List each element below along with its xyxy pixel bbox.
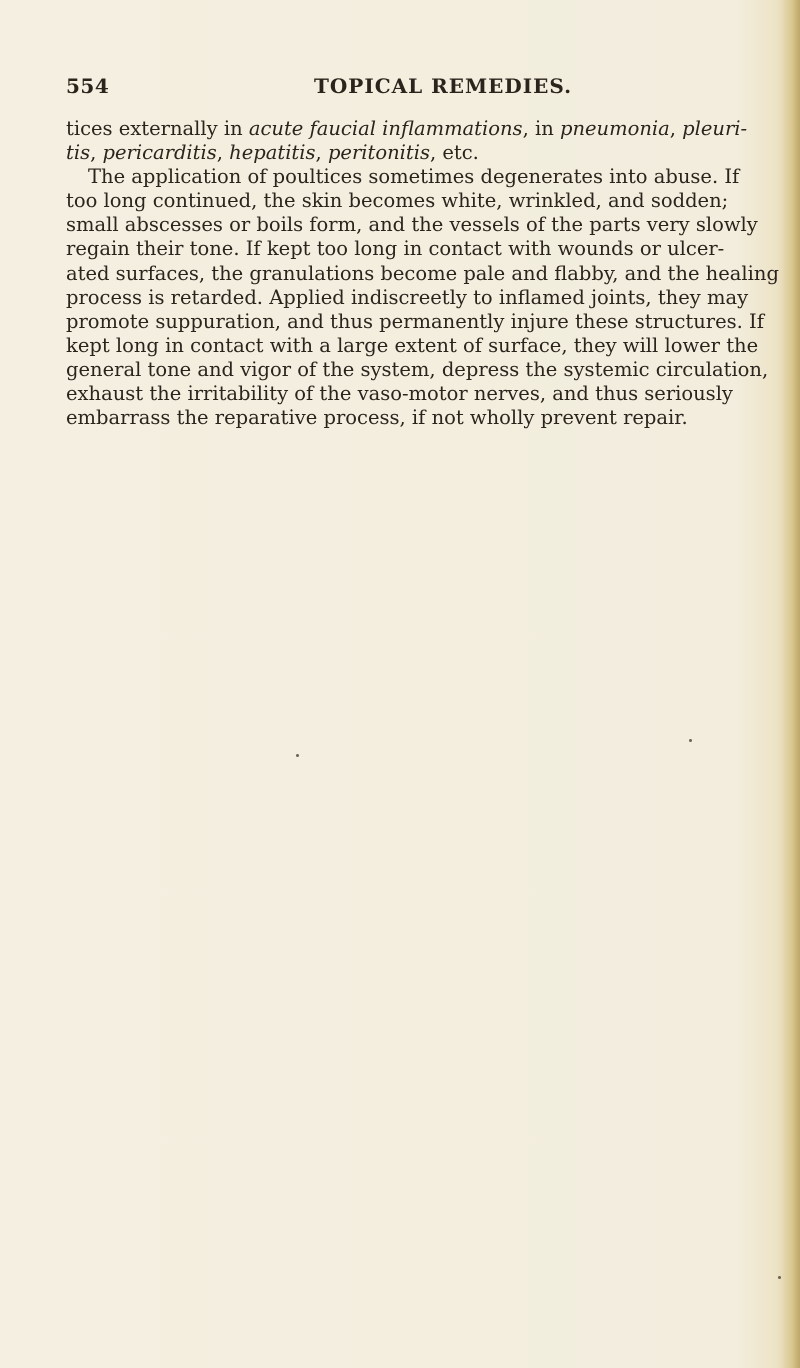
text-run: , in xyxy=(522,117,560,140)
text-line-13: embarrass the reparative process, if not wholly prevent repair. xyxy=(66,406,688,430)
text-line-11: general tone and vigor of the system, depress the systemic circulation, xyxy=(66,357,769,381)
text-run: , etc. xyxy=(429,141,479,165)
text-line-1 xyxy=(66,117,748,141)
running-title: TOPICAL REMEDIES. xyxy=(314,74,573,98)
text-line-3: The application of poultices sometimes degenerates into abuse. If xyxy=(88,165,740,189)
italic-term: pneumonia xyxy=(559,117,670,140)
page-number: 554 xyxy=(66,74,110,98)
text-line-7: ated surfaces, the granulations become pale and flabby, and the healing xyxy=(66,261,779,285)
text-line-8: process is retarded. Applied indiscreetly to inflamed joints, they may xyxy=(66,285,749,309)
paper-speck xyxy=(296,754,299,757)
paper-speck xyxy=(689,739,692,742)
italic-term: pericarditis xyxy=(102,141,217,165)
text-line-10: kept long in contact with a large extent of surface, they will lower the xyxy=(66,333,759,357)
text-run: , xyxy=(90,141,103,165)
italic-term: hepatitis xyxy=(229,141,316,165)
paper-speck xyxy=(778,1276,781,1279)
text-run: , xyxy=(315,141,328,165)
text-run: tices externally in xyxy=(66,117,249,140)
text-line-12: exhaust the irritability of the vaso-motor nerves, and thus seriously xyxy=(66,382,733,406)
italic-term: peritonitis xyxy=(327,141,430,165)
text-line-5: small abscesses or boils form, and the vessels of the parts very slowly xyxy=(66,213,758,237)
italic-term: tis xyxy=(66,141,91,165)
text-run: , xyxy=(669,117,683,140)
text-run: , xyxy=(216,141,230,165)
text-line-9: promote suppuration, and thus permanently injure these structures. If xyxy=(66,309,764,333)
italic-term: pleuri- xyxy=(682,117,748,140)
page-edge-shading xyxy=(782,0,800,1368)
italic-term: acute faucial inflammations xyxy=(248,117,523,140)
text-line-4: too long continued, the skin becomes white, wrinkled, and sodden; xyxy=(66,189,729,213)
text-line-6: regain their tone. If kept too long in contact with wounds or ulcer- xyxy=(66,237,725,261)
body-text xyxy=(66,117,779,430)
page-header xyxy=(66,74,706,102)
text-line-2 xyxy=(66,141,716,165)
